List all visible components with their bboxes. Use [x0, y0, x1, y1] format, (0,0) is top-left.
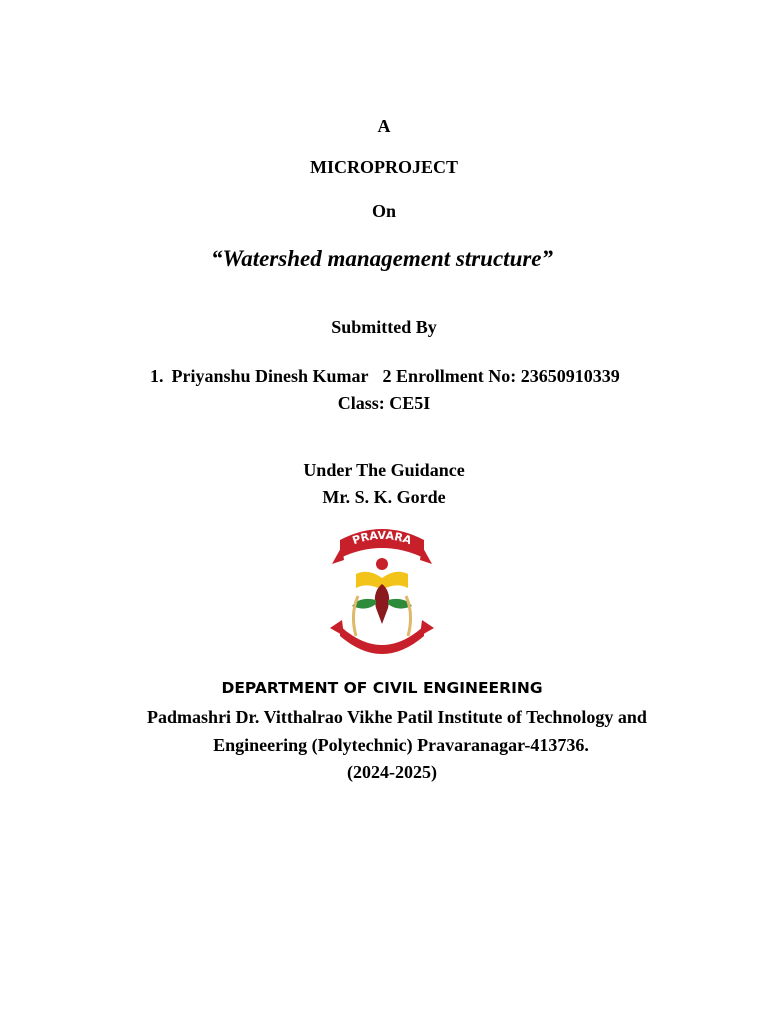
- book-right-page: [382, 572, 408, 590]
- student-name: Priyanshu Dinesh Kumar: [171, 366, 369, 386]
- wheat-left-shape: [353, 596, 358, 636]
- student-entry: [150, 366, 620, 387]
- bottom-ribbon-shape: [340, 626, 424, 654]
- institute-line-2: Engineering (Polytechnic) Pravaranagar-413736.: [213, 735, 589, 755]
- student-class: Class: CE5I: [337, 393, 431, 413]
- department-name: DEPARTMENT OF CIVIL ENGINEERING: [221, 679, 543, 697]
- student-enrollment: Enrollment No: 23650910339: [396, 366, 620, 386]
- logo-figure-shape: [375, 584, 389, 624]
- institute-logo: [326, 524, 438, 656]
- book-left-page: [356, 572, 382, 590]
- wheat-right-shape: [406, 596, 411, 636]
- academic-year: (2024-2025): [347, 762, 437, 782]
- logo-year: 1964: [375, 550, 389, 556]
- institute-line-1: Padmashri Dr. Vitthalrao Vikhe Patil Institute of Technology and: [147, 707, 647, 727]
- logo-sun-shape: [376, 558, 388, 570]
- student-number: 1.: [150, 366, 164, 386]
- guide-name: Mr. S. K. Gorde: [322, 487, 446, 507]
- student-roll: 2: [382, 366, 392, 386]
- submitted-by-label: Submitted By: [331, 317, 437, 337]
- banner-text: PRAVARA: [350, 528, 414, 548]
- project-title: “Watershed management structure”: [210, 246, 554, 271]
- guidance-label: Under The Guidance: [303, 460, 465, 480]
- cover-line-a: A: [377, 116, 391, 136]
- cover-line-on: On: [371, 201, 396, 221]
- cover-line-microproject: MICROPROJECT: [310, 157, 458, 177]
